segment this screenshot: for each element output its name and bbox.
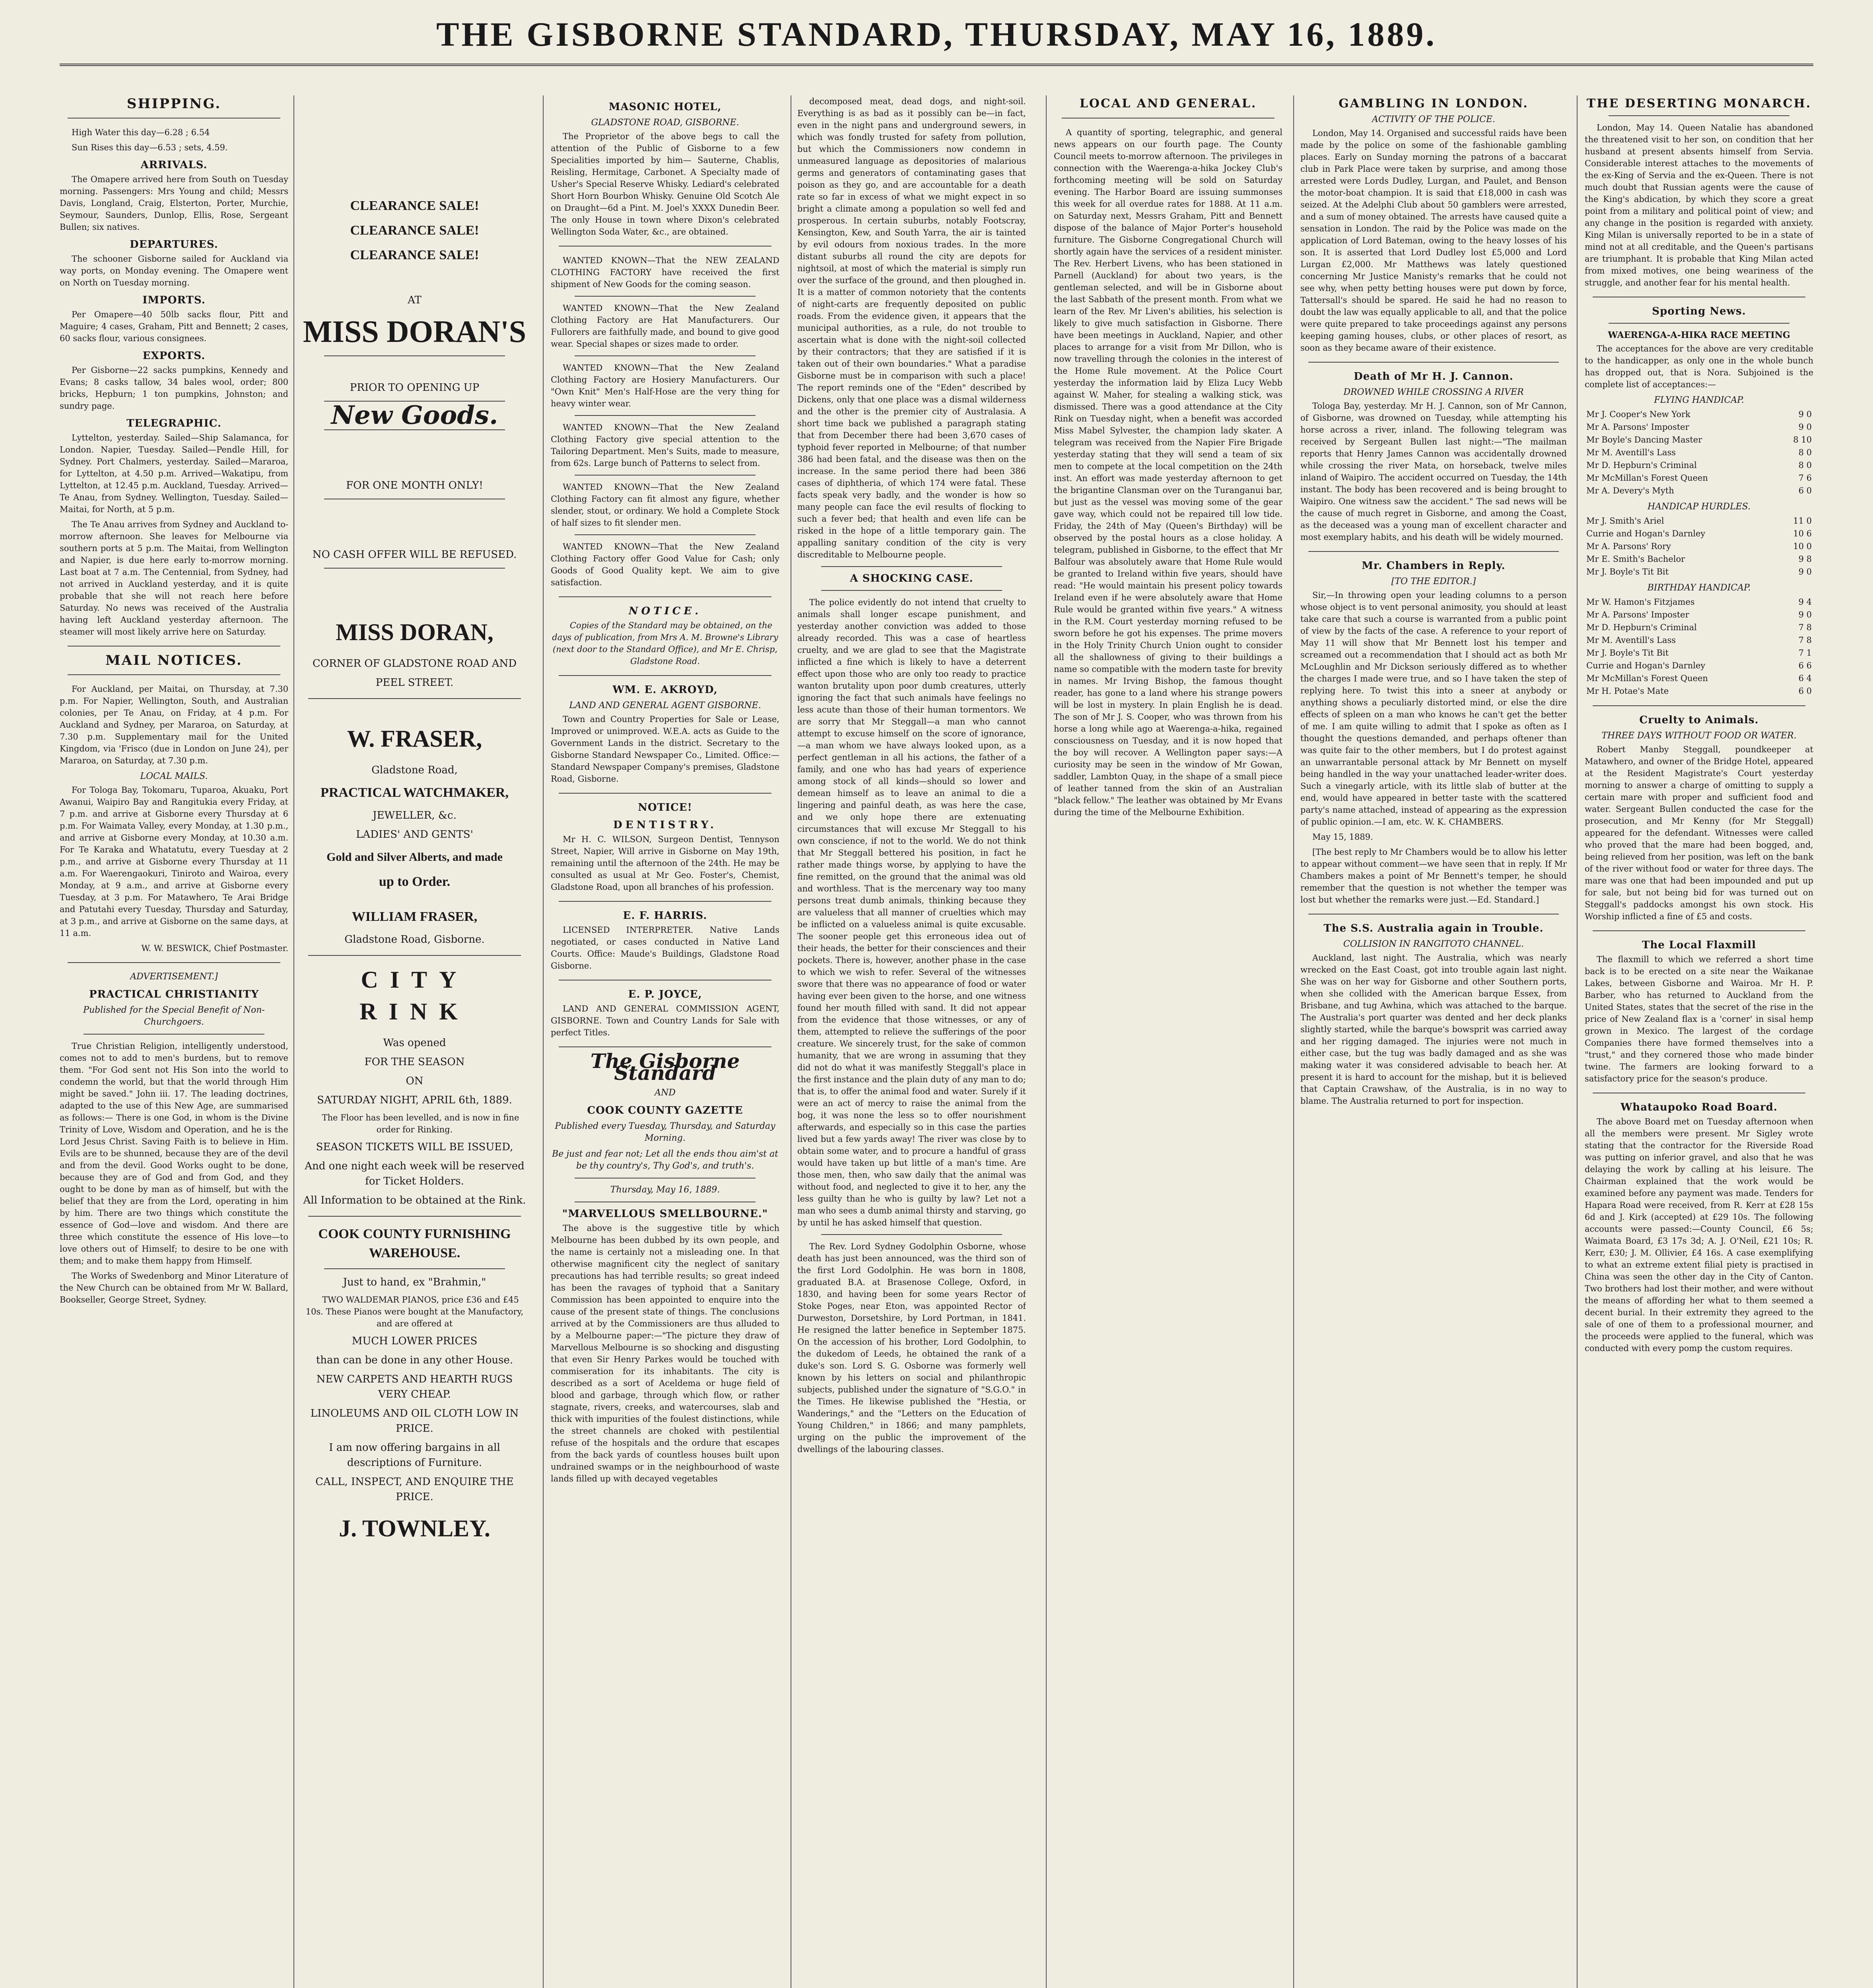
rink-date: SATURDAY NIGHT, APRIL 6th, 1889. — [317, 1094, 512, 1106]
notice-text: Copies of the Standard may be obtained, on the days of publication, from Mrs A. M. Browne's Library (next door to the Standard Office), and Mr E. Chrisp, Gladstone Road. — [552, 621, 778, 666]
flying-handicap-table — [1585, 408, 1813, 497]
fraser-heading: W. FRASER, — [347, 726, 482, 752]
table-row — [1585, 472, 1813, 484]
townley-signature: J. TOWNLEY. — [339, 1515, 490, 1541]
divider — [559, 793, 771, 794]
race-text: The acceptances for the above are very creditable to the handicapper, as only one in the whole bunch has dropped out, that is Nora. Subjoined is the complete list of acceptances:— — [1585, 344, 1813, 389]
local-mails-text: For Tologa Bay, Tokomaru, Tuparoa, Akuaku, Port Awanui, Waipiro Bay and Rangitukia every Friday, at 7 p.m. and arrive at Gisborne every Thursday at 6 p.m. For Waimata Valley, every Monday, at 1.30 p.m., and arrive at Gisborne every Monday, at 10.30 a.m. For Te Karaka and Whatatutu, every Tuesday at 2 p.m., and arrive at Gisborne every Thursday at 11 a.m. For Waerengaokuri, Tiniroto and Wairoa, every Monday, at 9 a.m., and arrive at Gisborne every Tuesday, at 3 p.m. For Matawhero, Te Arai Bridge and Patutahi every Tuesday, Thursday and Saturday, at 3 p.m., and arrive at Gisborne on the same days, at 11 a.m. — [60, 785, 288, 938]
wanted-known: WANTED KNOWN—That the New Zealand Clothing Factory are Hosiery Manufacturers. Our "Own Knit" Men's Half-Hose are the very thing for heavy winter wear. — [551, 363, 779, 408]
christianity-heading: PRACTICAL CHRISTIANITY — [89, 988, 259, 1000]
miss-doran-name: MISS DORAN, — [336, 619, 494, 645]
horse-name: Mr A. Parsons' Imposter — [1586, 422, 1689, 432]
address-peel: PEEL STREET. — [375, 677, 454, 689]
horse-name: Mr E. Smith's Bachelor — [1586, 554, 1685, 564]
column-editorial — [797, 95, 1026, 1988]
monarch-heading: THE DESERTING MONARCH. — [1586, 97, 1812, 111]
table-row — [1585, 408, 1813, 421]
clearance-sale: CLEARANCE SALE! — [350, 248, 479, 262]
paper-title: The Gisborne Standard — [590, 1049, 740, 1085]
subheading: DEPARTURES. — [130, 239, 218, 250]
paper-subtitle: COOK COUNTY GAZETTE — [587, 1105, 743, 1116]
table-row — [1585, 565, 1813, 578]
wanted-known: WANTED KNOWN—That the NEW ZEALAND CLOTHING FACTORY have received the first shipment of New Goods for the coming season. — [551, 256, 779, 289]
akroyd-text: Town and Country Properties for Sale or Lease, Improved or unimproved. W.E.A. acts as Guide to the Government Lands in the district. Secretary to the Gisborne Standard Newspaper Co., Limited. Office:—Standard Newspaper Company's premises, Gladstone Road, Gisborne. — [551, 714, 779, 784]
rink-on: ON — [406, 1075, 424, 1087]
divider — [559, 246, 771, 247]
subheading: EXPORTS. — [142, 350, 206, 362]
horse-weight: 9 0 — [1798, 422, 1812, 432]
horse-name: Mr M. Aventill's Lass — [1586, 448, 1676, 457]
table-row — [1585, 446, 1813, 459]
table-row — [1585, 608, 1813, 621]
exports-text: Per Gisborne—22 sacks pumpkins, Kennedy and Evans; 8 casks tallow, 34 bales wool, order; 800 bricks, Hepburn; 1 ton pumpkins, Johnston; and sundry page. — [60, 365, 288, 411]
table-row — [1585, 659, 1813, 672]
horse-name: Currie and Hogan's Darnley — [1586, 661, 1706, 670]
divider — [308, 698, 521, 699]
divider — [308, 1216, 521, 1217]
divider — [324, 568, 505, 569]
column-local-general — [1054, 95, 1282, 1988]
notice-heading: NOTICE. — [628, 605, 702, 617]
watchmaker: PRACTICAL WATCHMAKER, — [321, 785, 509, 800]
horse-name: Mr M. Aventill's Lass — [1586, 635, 1676, 645]
william-fraser: WILLIAM FRASER, — [352, 909, 478, 924]
subheading: LOCAL MAILS. — [140, 771, 208, 781]
horse-name: Mr D. Hepburn's Criminal — [1586, 623, 1697, 632]
chambers-date: May 15, 1889. — [1312, 832, 1373, 842]
horse-weight: 8 0 — [1798, 448, 1812, 457]
joyce-heading: E. P. JOYCE, — [628, 988, 702, 1000]
horse-weight: 10 6 — [1793, 529, 1812, 538]
akroyd-subheading: LAND AND GENERAL AGENT GISBORNE. — [569, 701, 761, 711]
table-row — [1585, 672, 1813, 685]
divider — [575, 296, 756, 297]
prior-to-opening: PRIOR TO OPENING UP — [350, 382, 480, 394]
horse-name: Mr J. Cooper's New York — [1586, 410, 1690, 419]
horse-weight: 8 10 — [1793, 435, 1812, 445]
birthday-handicap-heading: BIRTHDAY HANDICAP. — [1647, 583, 1751, 593]
shipping-notes: The Te Anau arrives from Sydney and Auckland to-morrow afternoon. She leaves for Melbourne via southern ports at 5 p.m. The Maitai, from Wellington and Napier, is due here early to-morrow morning. Last boat at 7 a.m. The Centennial, from Sydney, had not arrived in Auckland yesterday, and it is quite probable that she will not reach here before Saturday. No news was received of the Australia having left Auckland yesterday afternoon. The steamer will most likely arrive here on Saturday. — [60, 520, 288, 637]
divider — [68, 674, 280, 675]
section-heading: SHIPPING. — [126, 96, 221, 112]
divider — [84, 1034, 264, 1035]
horse-weight: 6 0 — [1798, 686, 1812, 696]
australia-text: Auckland, last night. The Australia, which was nearly wrecked on the East Coast, got into trouble again last night. She was on her way for Gisborne and other Southern ports, when she collided with the American barque Essex, from Brisbane, and tug Awhina, which was attached to the barque. The Australia's port quarter was dented and her deck planks slightly started, while the barque's bowsprit was carried away and her rigging damaged. The injuries were not much in either case, but the tug was badly damaged and as she was making water it was considered advisable to beach her. At present it is hard to account for the mishap, but it is believed that Captain Crawshaw, of the Australia, is in no way to blame. The Australia returned to port for inspection. — [1300, 953, 1567, 1106]
divider — [559, 675, 771, 676]
cruelty-subheading: THREE DAYS WITHOUT FOOD OR WATER. — [1601, 731, 1797, 741]
section-heading: MAIL NOTICES. — [105, 652, 243, 668]
carpets: NEW CARPETS AND HEARTH RUGS VERY CHEAP. — [316, 1373, 513, 1400]
cruelty-heading: Cruelty to Animals. — [1639, 714, 1759, 726]
horse-weight: 6 4 — [1798, 674, 1812, 683]
editor-note: [The best reply to Mr Chambers would be to allow his letter to appear without comment—we have seen that in reply. If Mr Chambers makes a point of Mr Bennett's temper, he should remember that the question is not whether the temper was lost but whether the remarks were just.—Ed. Standard.] — [1300, 847, 1567, 905]
horse-weight: 7 1 — [1798, 648, 1812, 658]
gambling-subheading: ACTIVITY OF THE POLICE. — [1372, 115, 1496, 124]
no-cash-offer: NO CASH OFFER WILL BE REFUSED. — [312, 549, 517, 561]
divider — [575, 534, 756, 535]
ticket-holders: And one night each week will be reserved for Ticket Holders. — [305, 1160, 525, 1187]
pianos-text: TWO WALDEMAR PIANOS, price £36 and £45 10s. These Pianos were bought at the Manufactory, and are offered at — [305, 1295, 524, 1328]
horse-name: Mr McMillan's Forest Queen — [1586, 674, 1708, 683]
dentistry-notice: NOTICE! — [638, 802, 692, 813]
lower-prices: MUCH LOWER PRICES — [352, 1335, 478, 1347]
paper-and: AND — [655, 1088, 676, 1098]
divider — [559, 1046, 771, 1047]
divider — [1593, 930, 1805, 931]
whataupoko-text: The above Board met on Tuesday afternoon when all the members were present. Mr Sigley wrote stating that the contractor for the Riverside Road was putting on inferior gravel, and also that he was delaying the work by calling at his leisure. The Chairman explained that the work would be examined before any payment was made. Tenders for Hapara Road were received, from R. Kerr at £28 15s 6d and J. Kirk (accepted) at £29 10s. The following accounts were passed:—County Council, £6 5s; Waimata Board, £3 17s 3d; A. J. O'Neil, £21 10s; R. Kerr, £30; J. M. Ollivier, £4 16s. A case exemplifying to what an extreme extent filial piety is practised in China was seen the other day in the City of Canton. Two brothers had lost their mother, and were without the means of affording her what to them seemed a decent burial. In their extremity they agreed to the sale of one of them to a professional mourner, and the proceeds were applied to the funeral, which was conducted with every pomp the custom requires. — [1585, 1117, 1813, 1353]
table-row — [1585, 685, 1813, 697]
column-divider — [1577, 95, 1578, 1988]
table-row — [1585, 553, 1813, 565]
other-house: than can be done in any other House. — [316, 1354, 513, 1366]
high-water: High Water this day—6.28 ; 6.54 — [72, 128, 210, 137]
masthead — [60, 14, 1813, 58]
masthead-rule — [60, 64, 1813, 66]
made-to-order: up to Order. — [379, 874, 451, 889]
horse-weight: 9 4 — [1798, 597, 1812, 607]
table-row — [1585, 484, 1813, 497]
flying-handicap-heading: FLYING HANDICAP. — [1654, 395, 1744, 405]
one-month-only: FOR ONE MONTH ONLY! — [346, 480, 483, 491]
subheading: ARRIVALS. — [140, 159, 208, 171]
departures-text: The schooner Gisborne sailed for Auckland via way ports, on Monday evening. The Omapere went on North on Tuesday morning. — [60, 254, 288, 287]
horse-weight: 6 0 — [1798, 486, 1812, 495]
horse-name: Mr W. Hamon's Fitzjames — [1586, 597, 1695, 607]
akroyd-heading: WM. E. AKROYD, — [612, 684, 718, 696]
horse-name: Mr H. Potae's Mate — [1586, 686, 1669, 696]
wanted-known: WANTED KNOWN—That the New Zealand Clothing Factory offer Good Value for Cash; only Goods of Good Quality kept. We aim to give satisfaction. — [551, 542, 779, 587]
horse-name: Mr A. Parsons' Imposter — [1586, 610, 1689, 619]
divider — [1308, 362, 1559, 363]
christianity-footer: The Works of Swedenborg and Minor Literature of the New Church can be obtained from Mr W. Ballard, Bookseller, George Street, Sydney. — [60, 1271, 288, 1305]
horse-name: Mr A. Devery's Myth — [1586, 486, 1674, 495]
miss-doran-heading: MISS DORAN'S — [303, 314, 527, 349]
masonic-heading: MASONIC HOTEL, — [608, 101, 722, 113]
linoleums: LINOLEUMS AND OIL CLOTH LOW IN PRICE. — [310, 1408, 519, 1435]
sporting-heading: Sporting News. — [1652, 305, 1746, 317]
hurdles-table — [1585, 514, 1813, 578]
ladies-gents: LADIES' AND GENTS' — [356, 829, 473, 841]
osborne-obituary: The Rev. Lord Sydney Godolphin Osborne, whose death has just been announced, was the third son of the first Lord Godolphin. He was born in 1808, graduated B.A. at Brasenose College, Oxford, in 1830, and having been for some years Rector of Stoke Poges, near Eton, was appointed Rector of Durweston, Dorsetshire, by Lord Portman, in 1841. He resigned the latter benefice in September 1875. On the accession of his brother, Lord Godolphin, to the dukedom of Leeds, he obtained the rank of a duke's son. Lord S. G. Osborne was formerly well known by his letters on social and philanthropic subjects, published under the signature of "S.G.O." in the Times. He likewise published the "Hestia, or Wanderings," and the "Letters on the Education of Young Children," in 1866; and many pamphlets, urging on the public the improvement of the dwellings of the labouring classes. — [797, 1242, 1026, 1454]
horse-name: Currie and Hogan's Darnley — [1586, 529, 1706, 538]
table-row — [1585, 646, 1813, 659]
clearance-sale: CLEARANCE SALE! — [350, 223, 479, 238]
horse-name: Mr A. Parsons' Rory — [1586, 542, 1671, 551]
harris-heading: E. F. HARRIS. — [623, 910, 707, 922]
birthday-handicap-table — [1585, 596, 1813, 697]
joyce-text: LAND AND GENERAL COMMISSION AGENT, GISBORNE. Town and Country Lands for Sale with perfect Titles. — [551, 1004, 779, 1037]
divider — [575, 355, 756, 356]
table-row — [1585, 634, 1813, 646]
jeweller: JEWELLER, &c. — [373, 810, 457, 821]
horse-weight: 6 6 — [1798, 661, 1812, 670]
clearance-sale: CLEARANCE SALE! — [350, 198, 479, 213]
horse-weight: 9 0 — [1798, 410, 1812, 419]
cannon-subheading: DROWNED WHILE CROSSING A RIVER — [1343, 387, 1524, 397]
paper-date: Thursday, May 16, 1889. — [610, 1185, 720, 1195]
postmaster-signature: W. W. BESWICK, Chief Postmaster. — [141, 944, 288, 953]
divider — [308, 955, 521, 956]
cannon-heading: Death of Mr H. J. Cannon. — [1354, 371, 1514, 382]
local-general-heading: LOCAL AND GENERAL. — [1079, 97, 1257, 111]
divider — [1308, 551, 1559, 552]
australia-heading: The S.S. Australia again in Trouble. — [1323, 922, 1544, 934]
wanted-known: WANTED KNOWN—That the New Zealand Clothing Factory are Hat Manufacturers. Our Fullorers are faithfully made, and bound to give good wear. Special shapes or sizes made to order. — [551, 303, 779, 349]
table-row — [1585, 527, 1813, 540]
divider — [575, 475, 756, 476]
horse-weight: 11 0 — [1793, 516, 1812, 526]
whataupoko-heading: Whataupoko Road Board. — [1620, 1101, 1778, 1113]
marvellous-heading: "MARVELLOUS SMELLBOURNE." — [562, 1208, 768, 1220]
divider — [821, 1234, 1002, 1235]
table-row — [1585, 514, 1813, 527]
horse-weight: 10 0 — [1793, 542, 1812, 551]
column-notices — [551, 95, 779, 1988]
divider — [821, 566, 1002, 567]
gambling-heading: GAMBLING IN LONDON. — [1339, 97, 1529, 111]
race-meeting-heading: WAERENGA-A-HIKA RACE MEETING — [1608, 330, 1790, 340]
horse-name: Mr J. Smith's Ariel — [1586, 516, 1664, 526]
divider — [1593, 705, 1805, 706]
christianity-text: True Christian Religion, intelligently understood, comes not to add to men's burdens, but to remove them. "For God sent not His Son into the world to condemn the world, but that the world through Him might be saved." John iii. 17. The leading doctrines, adapted to the use of this New Age, are summarised as follows:— There is one God, in whom is the Divine Trinity of Love, Wisdom and Operation, and he is the Lord Jesus Christ. Saving Faith is to believe in Him. Evils are to be shunned, because they are of the devil and from the devil. Good Works ought to be done, because they are of God and from God, and they ought to be done by man as of himself, but with the belief that they are from the Lord, operating in him by him. There are two things which constitute the essence of God—love and wisdom. And there are three which constitute the essence of His love—to love others out of Himself; to desire to be one with them; and to make them happy from Himself. — [60, 1041, 288, 1266]
column-shipping — [60, 95, 288, 1988]
horse-weight: 8 0 — [1798, 460, 1812, 470]
mail-text: For Auckland, per Maitai, on Thursday, at 7.30 p.m. For Napier, Wellington, South, and Australian colonies, per Te Anau, on Friday, at 4 p.m. For Auckland and Sydney, per Mararoa, on Saturday, at 7.30 p.m. Supplementary mail for the United Kingdom, via 'Frisco (due in London on June 24), per Mararoa, on Saturday, at 7.30 p.m. — [60, 684, 288, 765]
rink-info: All Information to be obtained at the Rink. — [303, 1194, 526, 1206]
sun-times: Sun Rises this day—6.53 ; sets, 4.59. — [72, 143, 228, 152]
table-row — [1585, 621, 1813, 634]
rink-opened: Was opened — [383, 1037, 446, 1049]
subheading: TELEGRAPHIC. — [126, 417, 221, 429]
telegraphic-text: Lyttelton, yesterday. Sailed—Ship Salamanca, for London. Napier, Tuesday. Sailed—Pendle Hill, for Sydney. Port Chalmers, yesterday. Sailed—Mararoa, for Lyttelton, at 4.50 p.m. Arrived—Wakatipu, from Lyttelton, at 12.45 p.m. Auckland, Tuesday. Arrived—Te Anau, from Sydney. Wellington, Tuesday. Sailed—Maitai, for North, at 5 p.m. — [60, 433, 288, 514]
dentistry-text: Mr H. C. WILSON, Surgeon Dentist, Tennyson Street, Napier, Will arrive in Gisborne on May 19th, remaining until the afternoon of the 24th. He may be consulted as usual at Mr Geo. Foster's, Chemist, Gladstone Road, upon all branches of his profession. — [551, 835, 779, 892]
column-advertisements — [300, 95, 529, 1988]
horse-weight: 9 0 — [1798, 567, 1812, 577]
harris-text: LICENSED INTERPRETER. Native Lands negotiated, or cases conducted in Native Land Courts. Office: Maude's Buildings, Gladstone Road Gisborne. — [551, 925, 779, 971]
divider — [575, 415, 756, 416]
column-divider — [1293, 95, 1294, 1988]
divider — [821, 590, 1002, 591]
masthead-title: THE GISBORNE STANDARD, THURSDAY, MAY 16, 1889. — [436, 15, 1437, 53]
imports-text: Per Omapere—40 50lb sacks flour, Pitt and Maguire; 4 cases, Graham, Pitt and Bennett; 2 cases, 60 sacks flour, various consignees. — [60, 310, 288, 343]
marvellous-text: The above is the suggestive title by which Melbourne has been dubbed by its own people, and the name is certainly not a misleading one. In that otherwise magnificent city the neglect of sanitary precautions has had terrible results; so great indeed has been the ravages of typhoid that a Sanitary Commission has been appointed to enquire into the cause of the present state of things. The conclusions arrived at by the Commissioners are thus alluded to by a Melbourne paper:—"The picture they draw of Marvellous Melbourne is so shocking and disgusting that even Sir Henry Parkes would be touched with commiseration for its inhabitants. The city is described as a sort of Aceldema or huge field of blood and garbage, through which flow, or rather stagnate, rivers, creeks, and watercourses, slab and thick with impurities of the foulest distinctions, while the street channels are choked with pestilential refuse of the hospitals and the ordure that escapes from the back yards of countless houses built upon undrained swamps or in the neighbourhood of waste lands filled up with decayed vegetables — [551, 1223, 779, 1483]
column-divider — [293, 95, 294, 1988]
table-row — [1585, 596, 1813, 608]
gold-silver: Gold and Silver Alberts, and made — [326, 850, 503, 864]
horse-name: Mr J. Boyle's Tit Bit — [1586, 567, 1669, 577]
city-rink-heading: CITY RINK — [359, 967, 470, 1025]
cannon-text: Tologa Bay, yesterday. Mr H. J. Cannon, son of Mr Cannon, of Gisborne, was drowned on Tuesday, while attempting his horse across a river, inland. The following telegram was received by Sergeant Bullen last night:—"The mailman reports that Henry James Cannon was accidentally drowned while crossing the river Mata, on horseback, twelve miles inland of Waipiro. The accident occurred on Tuesday, the 14th instant. The body has been recovered and is being brought to Waipiro. One witness saw the accident." The sad news will be the cause of much regret in Gisborne, and among the Coast, as the deceased was a young man of excellent character and most exemplary habits, and his death will be widely mourned. — [1300, 401, 1567, 542]
rink-season: FOR THE SEASON — [364, 1056, 465, 1068]
ad-at: AT — [408, 294, 422, 306]
shocking-case-text: The police evidently do not intend that cruelty to animals shall longer escape punishment, and yesterday another conviction was added to those already recorded. This was a case of heartless cruelty, and we are glad to see that the Magistrate inflicted a fine which is likely to have a deterrent effect upon those who are only too ready to practice wanton brutality upon poor dumb creatures, utterly ignoring the fact that such animals have feelings no less acute than those of their human tormentors. We are sorry that Mr Steggall—a man who cannot attempt to excuse himself on the score of ignorance,—a man whom we have always looked upon, as a perfect gentleman in all his actions, the father of a family, and one who has had years of experience among stock of all kinds—should so lower and demean himself as to leave an animal to die a lingering and painful death, as was here the case, and we only hope there are extenuating circumstances that will excuse Mr Steggall to his own conscience, if not to the world. We do not think that Mr Steggall bettered his position, in fact he rather made things worse, by applying to have the fine remitted, on the ground that the animal was old and worthless. That is the mercenary way too many persons treat dumb animals, thinking because they are valueless that all manner of cruelties which may be inflicted on a valueless animal is quite excusable. The sooner people get this erroneous idea out of their heads, the better for their consciences and their pockets. There is, however, another phase in the case to which we wish to refer. Several of the witnesses swore that there was no appearance of food or water having ever been given to the horse, and one witness found her mouth filled with sand. It did not appear from the evidence that those witnesses, or any of them, attempted to relieve the sufferings of the poor creature. We sincerely trust, for the sake of common humanity, that we are wrong in assuming that they did not do what it was manifestly Steggall's place in the first instance and the plain duty of any man to do; that is, to offer the animal food and water. Surely if it were an act of mercy to raise the animal from the bog, it was none the less so to offer nourishment afterwards, and especially so in this case the parties lived but a few yards away! The river was close by to obtain some water, and to procure a handful of grass would have taken up but little of a man's time. Are those men, then, who saw daily that the animal was without food, and neglected to give it to her, any the less guilty than he who is guilty by law? Let not a man who sees a dumb animal thirsty and starving, go by until he has asked himself that question. — [797, 598, 1026, 1227]
fraser-address: Gladstone Road, — [371, 764, 458, 776]
dentistry-heading: DENTISTRY. — [613, 819, 717, 831]
horse-weight: 9 8 — [1798, 554, 1812, 564]
paper-motto: Be just and fear not; Let all the ends thou aim'st at be thy country's, Thy God's, and truth's. — [552, 1149, 778, 1171]
fraser-address-full: Gladstone Road, Gisborne. — [344, 934, 485, 945]
masonic-subheading: GLADSTONE ROAD, GISBORNE. — [591, 118, 739, 128]
subheading: IMPORTS. — [142, 294, 206, 306]
divider — [559, 901, 771, 902]
cruelty-text: Robert Manby Steggall, poundkeeper at Matawhero, and owner of the Bridge Hotel, appeared at the Resident Magistrate's Court yesterday morning to answer a charge of omitting to supply a certain mare with proper and sufficient food and water. Sergeant Bullen conducted the case for the prosecution, and Mr Kenny (for Mr Steggall) appeared for the defendant. Witnesses were called who proved that the mare had been bogged, and, being relieved from her position, was left on the bank of the river without food or water for three days. The mare was one that had been impounded and put up for sale, but not being bid for was turned out on Steggall's paddocks amongst his own stock. His Worship inflicted a fine of £5 and costs. — [1585, 745, 1813, 921]
horse-weight: 9 0 — [1798, 610, 1812, 619]
wanted-known: WANTED KNOWN—That the New Zealand Clothing Factory give special attention to the Tailoring Department. Men's Suits, made to measure, from 62s. Large bunch of Patterns to select from. — [551, 423, 779, 468]
horse-name: Mr McMillan's Forest Queen — [1586, 473, 1708, 483]
column-divider — [543, 95, 544, 1988]
chambers-text: Sir,—In throwing open your leading columns to a person whose object is to vent personal animosity, you should at least take care that such a course is warranted from a public point of view by the facts of the case. A reference to your report of May 11 will show that Mr Bennett lost his temper and screamed out a recommendation that I should act as both Mr McLoughlin and Mr Dickson seriously differed as to whether the charges I made were true, and so I have taken the step of replying here. To twist this into a sneer at anybody or anything shows a peculiarly distorted mind, or else the dire effects of spleen on a man who knows he can't get the better of me. I am quite willing to admit that I spoke as often as I thought the questions demanded, and perhaps oftener than was quite fair to the other members, but I do protest against an unwarrantable personal attack by Mr Bennett on myself being handled in the way your unattached leader-writer does. Such a vinegarly article, with its little slab of butter at the end, would have appeared in better taste with the scattered party's name attached, instead of appearing as the expression of public opinion.—I am, etc. W. K. CHAMBERS. — [1300, 590, 1567, 827]
table-row — [1585, 540, 1813, 553]
paper-publication: Published every Tuesday, Thursday, and Saturday Morning. — [555, 1121, 775, 1143]
editorial-continued: decomposed meat, dead dogs, and night-soil. Everything is as bad as it possibly can be—in fact, even in the night pans and underground sewers, in which was fondly trusted for safety from pollution, but which the Commissioners now condemn in unmeasured language as depositories of malarious germs and generators of contaminating gases that poison as they go, and are accountable for a death rate so far in excess of what we might expect in so bright a climate among a population so well fed and prosperous. In certain suburbs, notably Footscray, Kensington, Kew, and South Yarra, the air is tainted by evil odours from noxious trades. In the more distant suburbs all round the city are depots for nightsoil, at most of which the material is simply run over the surface of the ground, and then ploughed in. It is a matter of common notoriety that the contents of night-carts are frequently deposited on public roads. From the evidence given, it appears that the municipal authorities, as a rule, do not trouble to ascertain what is done with the night-soil collected by their contractors; that they are satisfied if it is taken out of their own boundaries." What a paradise Gisborne must be in comparison with such a place! The report reminds one of the "Eden" described by Dickens, only that one place was a dismal wilderness and the other is the premier city of Australasia. A short time back we published a paragraph stating that from December there had been 3,670 cases of typhoid fever reported in Melbourne; of that number 386 had been fatal, and the disease was then on the increase. In the same period there had been 386 cases of diphtheria, of which 174 were fatal. These facts speak very badly, and the wonder is how so many people can face the evil results of flocking to such a fever bed; that health and even life can be risked in the hope of a little temporary gain. The appalling sanitary condition of the city is very discreditable to Melbourne people. — [797, 97, 1026, 559]
divider — [1609, 115, 1789, 116]
divider — [559, 596, 771, 597]
address-corner: CORNER OF GLADSTONE ROAD AND — [312, 658, 517, 670]
horse-name: Mr Boyle's Dancing Master — [1586, 435, 1702, 445]
call-inspect: CALL, INSPECT, AND ENQUIRE THE PRICE. — [315, 1476, 514, 1503]
divider — [1609, 323, 1789, 324]
horse-name: Mr D. Hepburn's Criminal — [1586, 460, 1697, 470]
masonic-text: The Proprietor of the above begs to call the attention of the Public of Gisborne to a few Specialities imported by him— Sauterne, Chablis, Reisling, Hermitage, Carbonet. A Specialty made of Usher's Special Reserve Whisky. Lediard's celebrated Short Horn Bourbon Whisky. Genuine Old Scotch Ale on Draught—6d a Pint. M. Joel's XXXX Dunedin Beer. The only House in town where Dixon's celebrated Wellington Soda Water, &c., are obtained. — [551, 132, 779, 237]
gambling-text: London, May 14. Organised and successful raids have been made by the police on some of the fashionable gambling places. Early on Sunday morning the patrons of a baccarat club in Park Place were taken by surprise, and among those arrested were Lords Dudley, Lurgan, and Paulet, and Benson the motor-boat champion. It is said that £18,000 in cash was seized. At the Adelphi Club about 50 gamblers were arrested, and a sum of money obtained. The arrests have caused quite a sensation in London. The raid by the Police was made on the application of Lord Bateman, owing to the heavy losses of his son. It is asserted that Lord Dudley lost £5,000 and Lord Lurgan £2,000. Mr Matthews was lately questioned concerning Mr Justice Manisty's remarks that he could not see why, when petty betting houses were put down by force, Tattersall's should be spared. He said he had no reason to doubt the law was equally applicable to all, and that the police were quite prepared to take proceedings against any persons keeping gaming houses, clubs, or other places of resort, as soon as they became aware of their existence. — [1300, 128, 1567, 353]
chambers-subheading: [TO THE EDITOR.] — [1391, 577, 1476, 586]
horse-weight: 7 6 — [1798, 473, 1812, 483]
cook-county-heading: COOK COUNTY FURNISHING WAREHOUSE. — [318, 1227, 511, 1260]
just-to-hand: Just to hand, ex "Brahmin," — [343, 1276, 486, 1288]
christianity-subheading: Published for the Special Benefit of Non-Churchgoers. — [83, 1005, 265, 1027]
divider — [68, 962, 280, 963]
flaxmill-text: The flaxmill to which we referred a short time back is to be erected on a site near the Waikanae Lakes, between Gisborne and Wairoa. Mr H. P. Barber, who has returned to Auckland from the United States, states that the secret of the rise in the price of New Zealand flax is a 'corner' in sisal hemp grown in Mexico. The largest of the cordage Companies there have formed themselves into a "trust," and they cornered those who made binder twine. The farmers are looking forward to a satisfactory price for the season's produce. — [1585, 955, 1813, 1083]
flaxmill-heading: The Local Flaxmill — [1642, 939, 1756, 951]
arrivals-text: The Omapere arrived here from South on Tuesday morning. Passengers: Mrs Young and child; Messrs Davis, Longland, Craig, Elsterton, Porter, Murchie, Seymour, Saunders, Dunlop, Ellis, Rose, Sergeant Bullen; six natives. — [60, 175, 288, 232]
new-goods-heading: New Goods. — [331, 400, 498, 430]
column-telegrams — [1300, 95, 1567, 1988]
table-row — [1585, 433, 1813, 446]
advert-label: ADVERTISEMENT.] — [130, 972, 218, 982]
monarch-text: London, May 14. Queen Natalie has abandoned the threatened visit to her son, on condition that her husband at present absents himself from Servia. Considerable interest attaches to the movements of the ex-King of Servia and the ex-Queen. There is not much doubt that Russian agents were the cause of the King's abdication, by which they score a great point from a military and political point of view; and any change in the position is regarded with anxiety. King Milan is universally reported to be in a state of mind not at all creditable, and the Queen's partisans are triumphant. It is probable that King Milan acted from mixed motives, one being weariness of the struggle, and another fear for his mental health. — [1585, 123, 1813, 287]
chambers-heading: Mr. Chambers in Reply. — [1362, 560, 1506, 572]
wanted-known: WANTED KNOWN—That the New Zealand Clothing Factory can fit almost any figure, whether slender, stout, or ordinary. We hold a Complete Stock of half sizes to fit slender men. — [551, 482, 779, 528]
table-row — [1585, 421, 1813, 433]
furniture-bargains: I am now offering bargains in all descriptions of Furniture. — [329, 1442, 500, 1469]
horse-weight: 7 8 — [1798, 635, 1812, 645]
column-divider — [1046, 95, 1047, 1988]
horse-name: Mr J. Boyle's Tit Bit — [1586, 648, 1669, 658]
divider — [324, 1268, 505, 1269]
column-sporting — [1585, 95, 1813, 1988]
hurdles-heading: HANDICAP HURDLES. — [1647, 502, 1751, 512]
horse-weight: 7 8 — [1798, 623, 1812, 632]
shocking-case-heading: A SHOCKING CASE. — [850, 573, 973, 584]
australia-subheading: COLLISION IN RANGITOTO CHANNEL. — [1343, 939, 1524, 949]
season-tickets: SEASON TICKETS WILL BE ISSUED, — [316, 1141, 513, 1153]
rink-floor: The Floor has been levelled, and is now in fine order for Rinking. — [322, 1113, 519, 1134]
table-row — [1585, 459, 1813, 472]
divider — [324, 355, 505, 356]
local-general-text: A quantity of sporting, telegraphic, and general news appears on our fourth page. The County Council meets to-morrow afternoon. The privileges in connection with the Waerenga-a-hika Jockey Club's forthcoming meeting will be sold on Saturday evening. The Harbor Board are issuing summonses this week for all overdue rates for 1888. At 11 a.m. on Saturday next, Messrs Graham, Pitt and Bennett dispose of the balance of Major Porter's household furniture. The Gisborne Congregational Church will shortly again have the services of a resident minister. The Rev. Herbert Livens, who has been stationed in Parnell (Auckland) for about two years, is the gentleman selected, and will be in Gisborne about the last Sabbath of the present month. From what we learn of the Rev. Mr Liven's abilities, his selection is likely to give much satisfaction in Gisborne. There have been meetings in Auckland, Napier, and other places to arrange for a visit from Mr Dillon, who is now travelling through the colonies in the interest of the Home Rule movement. At the Police Court yesterday the information laid by Eliza Lucy Webb against W. Maher, for stealing a walking stick, was dismissed. There was a good attendance at the City Rink on Tuesday night, when a benefit was accorded Miss Mabel Sylvester, the champion lady skater. A telegram was received from the Napier Fire Brigade yesterday stating that they will send a team of six men to compete at the local competition on the 24th inst. An effort was made yesterday afternoon to get the brigantine Clansman over on the Turanganui bar, but just as the vessel was moving some of the gear gave way, which could not be repaired till low tide. Friday, the 24th of May (Queen's Birthday) will be observed by the postal hours as a close holiday. A telegram, published in Gisborne, to the effect that Mr Balfour was absolutely aware that Home Rule would be granted to Ireland within five years, should have read: "He would maintain his present policy towards Ireland even if he were absolutely aware that Home Rule would be granted within five years." A witness in the R.M. Court yesterday morning refused to be sworn before he got his expenses. The prime movers in the Holy Trinity Church Union ought to consider all the shallowness of giving to their buildings a name so compatible with the modern taste for brevity in names. Mr Irving Bishop, the famous thought reader, has gone to a land where his strange powers will be lost in mystery. In plain English he is dead. The son of Mr J. S. Cooper, who was thrown from his horse a long while ago at Waerenga-a-hika, regained consciousness on Tuesday, and it is now hoped that the boy will recover. A Wellington paper says:—A curiosity may be seen in the window of Mr Gowan, saddler, Lambton Quay, in the shape of a small piece of leather tanned from the skin of an Australian "black fellow." The leather was obtained by Mr Evans during the time of the Melbourne Exhibition. — [1054, 128, 1282, 817]
